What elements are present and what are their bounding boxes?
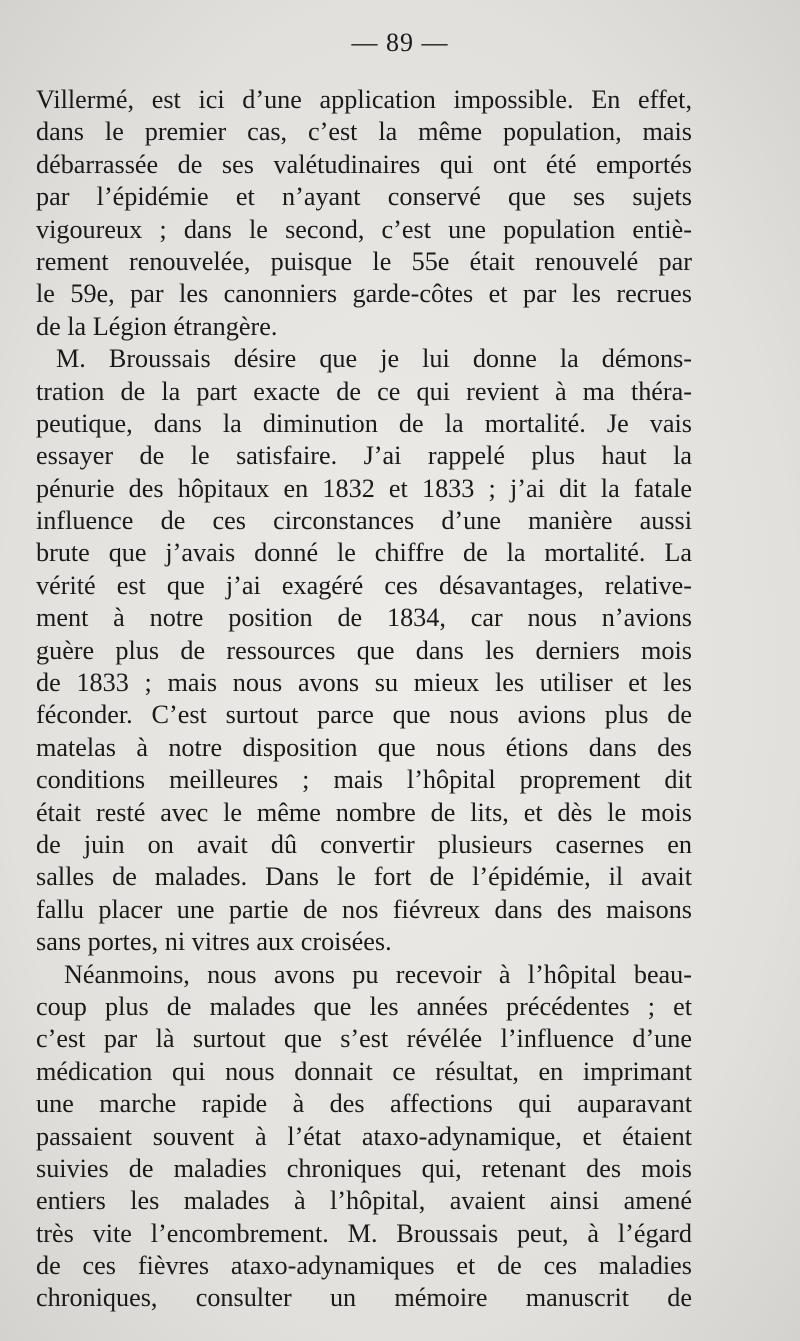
paragraph-2 bbox=[36, 343, 692, 958]
text-line: vérité est que j’ai exagéré ces désavantages, relative- bbox=[36, 570, 692, 600]
text-line: débarrassée de ses valétudinaires qui ont été emportés bbox=[36, 149, 692, 179]
text-line: coup plus de malades que les années précédentes ; et bbox=[36, 991, 692, 1021]
text-line: guère plus de ressources que dans les derniers mois bbox=[36, 635, 692, 665]
text-line: une marche rapide à des affections qui auparavant bbox=[36, 1089, 692, 1119]
text-line: pénurie des hôpitaux en 1832 et 1833 ; j’ai dit la fatale bbox=[36, 473, 692, 503]
paragraph-1 bbox=[36, 84, 692, 343]
text-line: Villermé, est ici d’une application impossible. En effet, bbox=[36, 85, 692, 114]
text-line: sans portes, ni vitres aux croisées. bbox=[36, 927, 392, 957]
text-line: de juin on avait dû convertir plusieurs casernes en bbox=[36, 829, 692, 859]
text-line: suivies de maladies chroniques qui, retenant des mois bbox=[36, 1153, 692, 1183]
text-line: médication qui nous donnait ce résultat, en imprimant bbox=[36, 1056, 692, 1086]
text-line: salles de malades. Dans le fort de l’épidémie, il avait bbox=[36, 862, 692, 892]
text-line: c’est par là surtout que s’est révélée l’influence d’une bbox=[36, 1024, 692, 1054]
text-line: de 1833 ; mais nous avons su mieux les utiliser et les bbox=[36, 668, 692, 698]
text-line: entiers les malades à l’hôpital, avaient ainsi amené bbox=[36, 1186, 692, 1216]
paragraph-3 bbox=[36, 959, 692, 1315]
text-line: rement renouvelée, puisque le 55e était renouvelé par bbox=[36, 246, 692, 276]
text-line: essayer de le satisfaire. J’ai rappelé plus haut la bbox=[36, 441, 692, 471]
text-line: ment à notre position de 1834, car nous n’avions bbox=[36, 603, 692, 633]
text-line: tration de la part exacte de ce qui revient à ma théra- bbox=[36, 376, 692, 406]
text-line: Néanmoins, nous avons pu recevoir à l’hôpital beau- bbox=[64, 959, 692, 989]
text-line: chroniques, consulter un mémoire manuscrit de bbox=[36, 1283, 692, 1313]
text-line: brute que j’avais donné le chiffre de la mortalité. La bbox=[36, 538, 692, 568]
text-line: matelas à notre disposition que nous étions dans des bbox=[36, 732, 692, 762]
text-line: passaient souvent à l’état ataxo-adynamique, et étaient bbox=[36, 1121, 692, 1151]
text-line: vigoureux ; dans le second, c’est une population entiè- bbox=[36, 214, 692, 244]
text-line: fallu placer une partie de nos fiévreux dans des maisons bbox=[36, 894, 692, 924]
text-line: le 59e, par les canonniers garde-côtes et par les recrues bbox=[36, 279, 692, 309]
text-line: par l’épidémie et n’ayant conservé que ses sujets bbox=[36, 182, 692, 212]
text-line: dans le premier cas, c’est la même population, mais bbox=[36, 117, 692, 147]
text-line: de la Légion étrangère. bbox=[36, 311, 278, 341]
text-line: de ces fièvres ataxo-adynamiques et de ces maladies bbox=[36, 1251, 692, 1281]
text-line: était resté avec le même nombre de lits, et dès le mois bbox=[36, 797, 692, 827]
page-number: — 89 — bbox=[351, 28, 449, 57]
text-line: M. Broussais désire que je lui donne la démons- bbox=[56, 344, 692, 374]
text-line: conditions meilleures ; mais l’hôpital proprement dit bbox=[36, 765, 692, 795]
body-text bbox=[36, 84, 692, 1315]
text-line: très vite l’encombrement. M. Broussais peut, à l’égard bbox=[36, 1218, 692, 1248]
text-line: féconder. C’est surtout parce que nous avions plus de bbox=[36, 700, 692, 730]
text-line: influence de ces circonstances d’une manière aussi bbox=[36, 506, 692, 536]
text-line: peutique, dans la diminution de la mortalité. Je vais bbox=[36, 408, 692, 438]
